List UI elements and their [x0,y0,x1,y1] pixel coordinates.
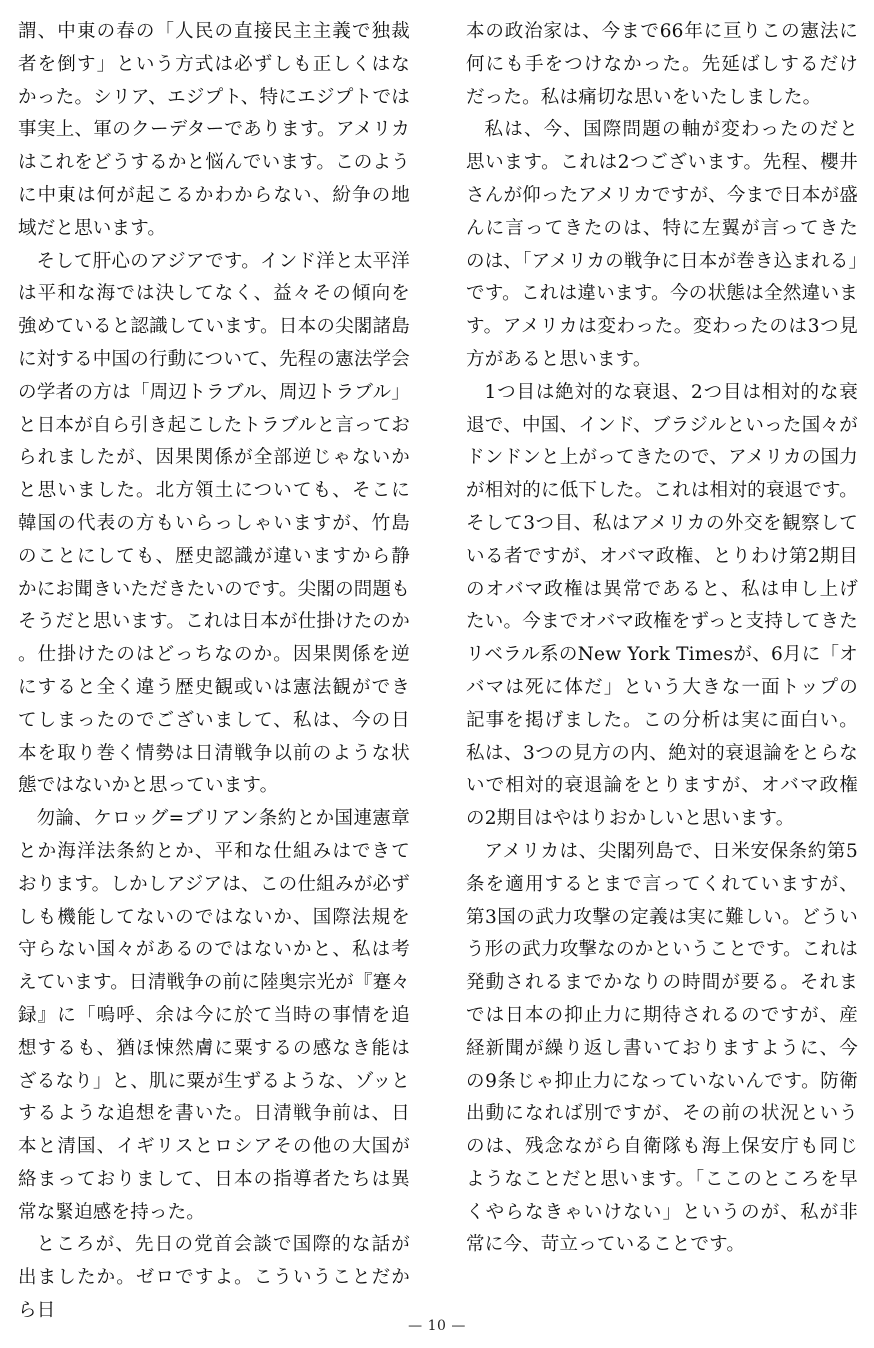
left-text-column [18,16,410,1328]
paragraph: 本の政治家は、今まで66年に亘りこの憲法に何にも手をつけなかった。先延ばしするだけだった。私は痛切な思いをいたしました。 [466,21,858,108]
paragraph: 謂、中東の春の「人民の直接民主主義で独裁者を倒す」という方式は必ずしも正しくはなかった。シリア、エジプト、特にエジプトでは事実上、軍のクーデターであります。アメリカはこれをどうするかと悩んでいます。このように中東は何が起こるかわからない、紛争の地域だと思います。 [18,21,410,239]
paragraph: そして肝心のアジアです。インド洋と太平洋は平和な海では決してなく、益々その傾向を強めていると認識しています。日本の尖閣諸島に対する中国の行動について、先程の憲法学会の学者の方は「周辺トラブル、周辺トラブル」と日本が自ら引き起こしたトラブルと言っておられましたが、因果関係が全部逆じゃないかと思いました。北方領土についても、そこに韓国の代表の方もいらっしゃいますが、竹島のことにしても、歴史認識が違いますから静かにお聞きいただきたいのです。尖閣の問題もそうだと思います。これは日本が仕掛けたのか。仕掛けたのはどっちなのか。因果関係を逆にすると全く違う歴史観或いは憲法観ができてしまったのでございまして、私は、今の日本を取り巻く情勢は日清戦争以前のような状態ではないかと思っています。 [18,250,410,797]
page-number: — 10 — [408,1318,466,1334]
paragraph: アメリカは、尖閣列島で、日米安保条約第5条を適用するとまで言ってくれていますが、第3国の武力攻撃の定義は実に難しい。どういう形の武力攻撃なのかということです。これは発動されるまでかなりの時間が要る。それまでは日本の抑止力に期待されるのですが、産経新聞が繰り返し書いておりますように、今の9条じゃ抑止力になっていないんです。防衛出動になれば別ですが、その前の状況というのは、残念ながら自衛隊も海上保安庁も同じようなことだと思います。「ここのところを早くやらなきゃいけない」というのが、私が非常に今、苛立っていることです。 [466,840,858,1256]
paragraph: 勿論、ケロッグ=ブリアン条約とか国連憲章とか海洋法条約とか、平和な仕組みはできております。しかしアジアは、この仕組みが必ずしも機能してないのではないか、国際法規を守らない国々があるのではないかと、私は考えています。日清戦争の前に陸奥宗光が『蹇々録』に「嗚呼、余は今に於て当時の事情を追想するも、猶ほ悚然膚に粟するの感なき能はざるなり」と、肌に粟が生ずるような、ゾッとするような追想を書いた。日清戦争前は、日本と清国、イギリスとロシアその他の大国が絡まっておりまして、日本の指導者たちは異常な緊迫感を持った。 [18,808,410,1223]
paragraph: 私は、今、国際問題の軸が変わったのだと思います。これは2つございます。先程、櫻井さんが仰ったアメリカですが、今まで日本が盛んに言ってきたのは、特に左翼が言ってきたのは、「アメリカの戦争に日本が巻き込まれる」です。これは違います。今の状態は全然違います。アメリカは変わった。変わったのは3つ見方があると思います。 [466,119,858,370]
paragraph: ところが、先日の党首会談で国際的な話が出ましたか。ゼロですよ。こういうことだから日 [18,1234,410,1322]
right-text-column [466,16,858,1262]
paragraph: 1つ目は絶対的な衰退、2つ目は相対的な衰退で、中国、インド、ブラジルといった国々がドンドンと上がってきたので、アメリカの国力が相対的に低下した。これは相対的衰退です。そして3つ目、私はアメリカの外交を観察している者ですが、オバマ政権、とりわけ第2期目のオバマ政権は異常であると、私は申し上げたい。今までオバマ政権をずっと支持してきたリベラル系のNew York Timesが、6月に「オバマは死に体だ」という大きな一面トップの記事を掲げました。この分析は実に面白い。私は、3つの見方の内、絶対的衰退論をとらないで相対的衰退論をとりますが、オバマ政権の2期目はやはりおかしいと思います。 [466,381,858,830]
